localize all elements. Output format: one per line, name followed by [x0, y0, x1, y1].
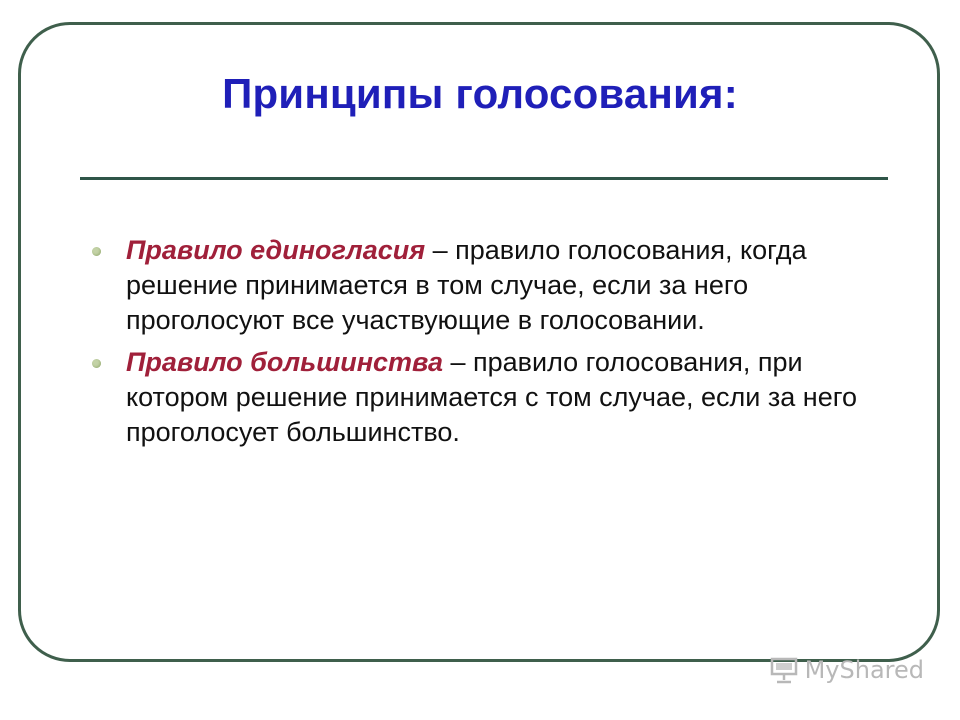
watermark-text: MyShared: [804, 656, 924, 684]
bullet-term: Правило большинства: [126, 347, 443, 377]
bullet-icon: [92, 359, 101, 368]
slide-title: Принципы голосования:: [222, 70, 738, 117]
title-divider: [80, 177, 888, 180]
bullet-item-unanimity: [92, 233, 882, 338]
bullet-term: Правило единогласия: [126, 235, 426, 265]
watermark-logo: [769, 656, 924, 684]
bullet-text: – правило голосования, когда решение принимается в том случае, если за него проголосуют все участвующие в голосовании.: [126, 235, 807, 335]
bullet-item-majority: [92, 345, 882, 450]
presentation-icon: [769, 656, 799, 684]
bullet-list: [92, 233, 882, 457]
bullet-icon: [92, 247, 101, 256]
bullet-text: – правило голосования, при котором решение принимается с том случае, если за него проголосует большинство.: [126, 347, 857, 447]
